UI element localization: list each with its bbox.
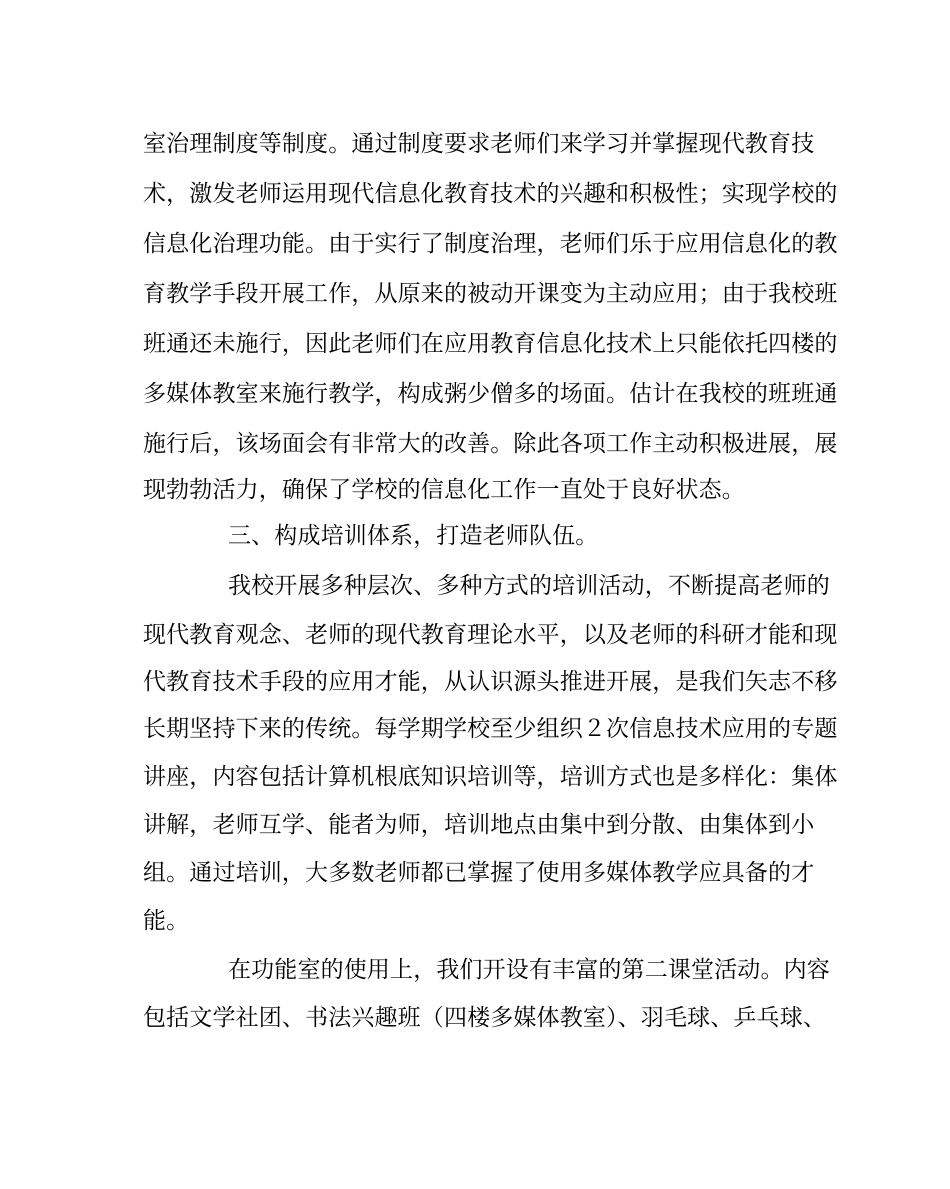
text-line: 现代教育观念、老师的现代教育理论水平，以及老师的科研才能和现 (143, 622, 838, 648)
text-line: 施行后，该场面会有非常大的改善。除此各项工作主动积极进展，展 (143, 431, 838, 457)
text-line: 代教育技术手段的应用才能，从认识源头推进开展，是我们矢志不移 (143, 669, 838, 695)
text-line: 在功能室的使用上，我们开设有丰富的第二课堂活动。内容 (228, 957, 830, 983)
text-line: 现勃勃活力，确保了学校的信息化工作一直处于良好状态。 (143, 477, 745, 503)
text-line: 多媒体教室来施行教学，构成粥少僧多的场面。估计在我校的班班通 (143, 381, 838, 407)
text-line: 我校开展多种层次、多种方式的培训活动，不断提高老师的 (228, 573, 830, 599)
text-line: 能。 (143, 908, 190, 934)
text-line: 讲座，内容包括计算机根底知识培训等，培训方式也是多样化：集体 (143, 764, 838, 790)
text-line: 信息化治理功能。由于实行了制度治理，老师们乐于应用信息化的教 (143, 231, 838, 257)
text-line: 讲解，老师互学、能者为师，培训地点由集中到分散、由集体到小 (143, 812, 815, 838)
text-line: 组。通过培训，大多数老师都已掌握了使用多媒体教学应具备的才 (143, 860, 815, 886)
text-line: 班通还未施行，因此老师们在应用教育信息化技术上只能依托四楼的 (143, 331, 838, 357)
text-line: 育教学手段开展工作，从原来的被动开课变为主动应用；由于我校班 (143, 281, 838, 307)
text-line: 室治理制度等制度。通过制度要求老师们来学习并掌握现代教育技 (143, 131, 815, 157)
text-line: 术，激发老师运用现代信息化教育技术的兴趣和积极性；实现学校的 (143, 181, 838, 207)
text-line: 长期坚持下来的传统。每学期学校至少组织２次信息技术应用的专题 (143, 716, 838, 742)
text-line: 包括文学社团、书法兴趣班（四楼多媒体教室）、羽毛球、乒乓球、 (143, 1005, 826, 1031)
section-heading: 三、构成培训体系，打造老师队伍。 (228, 523, 599, 549)
